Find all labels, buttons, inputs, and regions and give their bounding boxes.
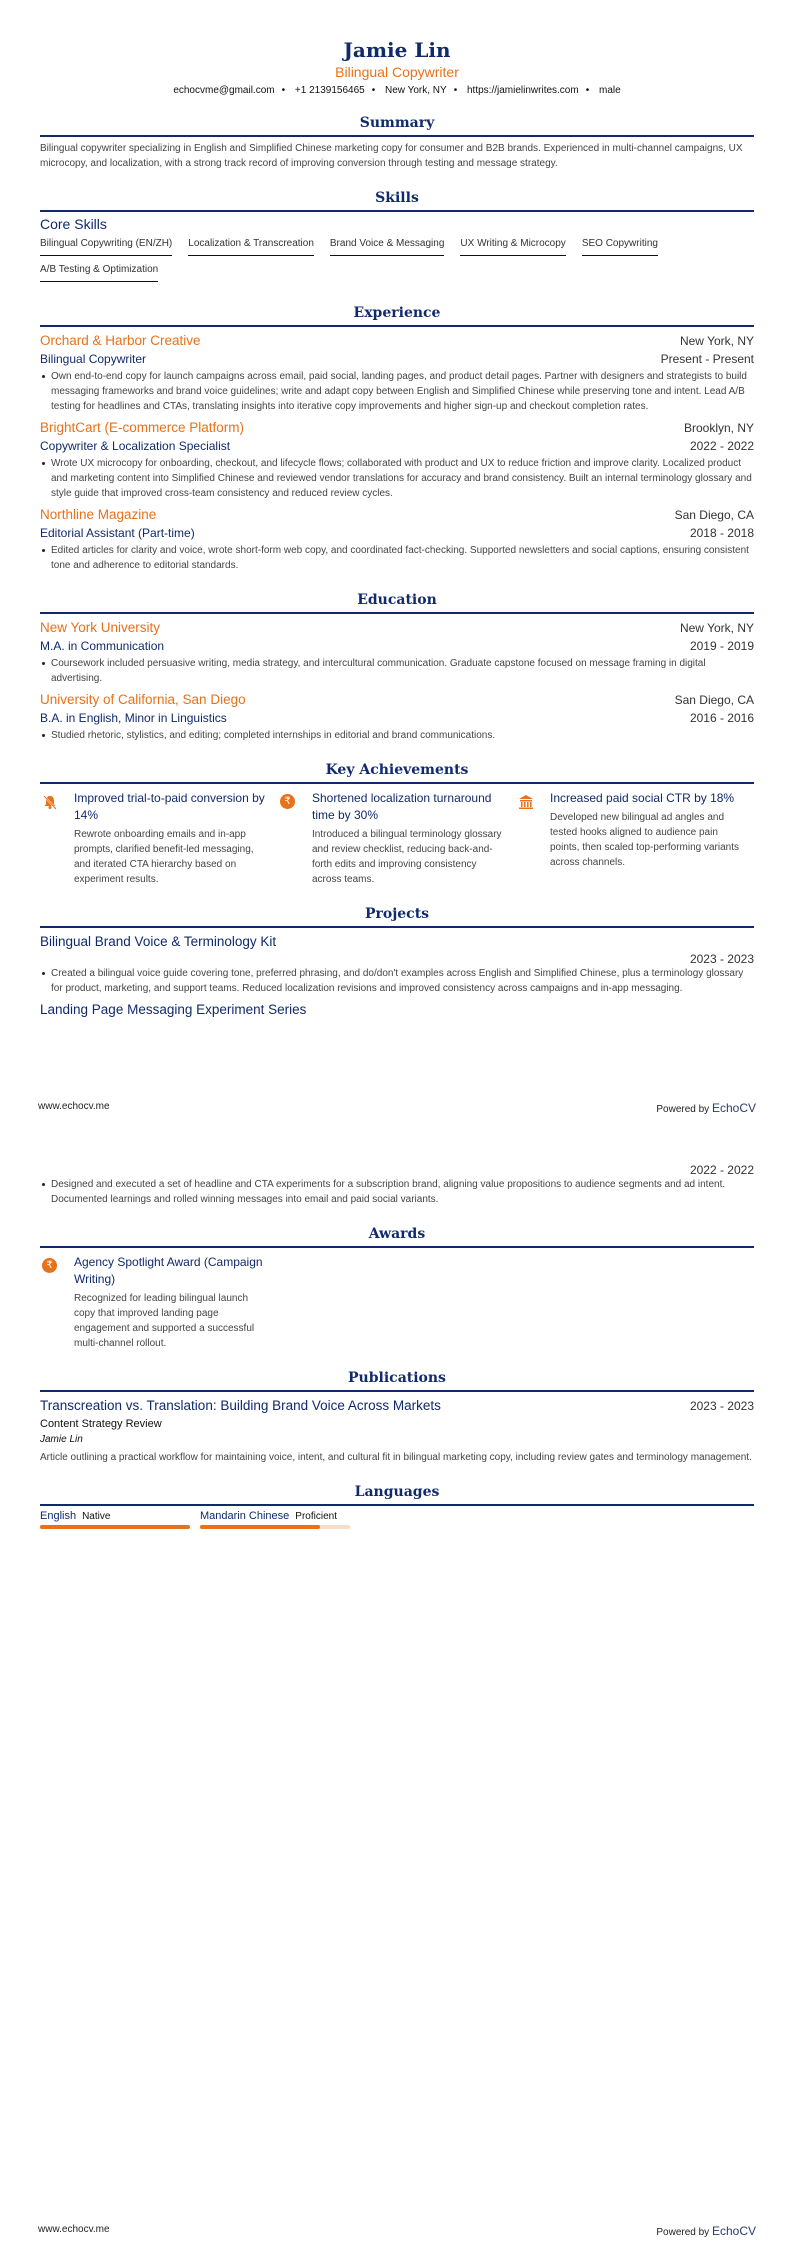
degree: M.A. in Communication [40, 639, 165, 653]
skill-tag: A/B Testing & Optimization [40, 260, 158, 282]
footer-powered-label: Powered by [656, 1104, 710, 1115]
publication-author: Jamie Lin [40, 1434, 83, 1445]
candidate-title: Bilingual Copywriter [335, 64, 459, 80]
company-name: Northline Magazine [40, 507, 157, 522]
school-location: San Diego, CA [674, 693, 754, 707]
project-bullet: Created a bilingual voice guide covering tone, preferred phrasing, and do/don't examples across English and Simplified Chinese, plus a terminology glossary for product, marketing, and support teams. Reduced localization revisions and improved consistency across campaigns and in-app messaging. [40, 966, 754, 996]
contact-phone: +1 2139156465 [294, 85, 365, 96]
job-dates: 2022 - 2022 [689, 439, 754, 453]
job-location: New York, NY [679, 334, 754, 348]
rupee-coin-icon: ₹ [40, 1254, 74, 1351]
language-proficiency-fill [40, 1525, 190, 1529]
company-name: BrightCart (E-commerce Platform) [40, 420, 245, 435]
skills-group-title: Core Skills [40, 216, 107, 232]
skill-tag: SEO Copywriting [582, 234, 658, 256]
job-bullet: Own end-to-end copy for launch campaigns across email, paid social, landing pages, and product detail pages. Partner with designers and strategists to build messaging frameworks and brand voice guidelines; write and adapt copy between English and Simplified Chinese while preserving tone and intent. Lead A/B testing for headlines and CTAs, translating insights into iterative copy improvements and higher sign-up and checkout completion rates. [40, 369, 754, 414]
education-bullet: Coursework included persuasive writing, media strategy, and intercultural communication. Graduate capstone focused on message framing in digital advertising. [40, 656, 754, 686]
job-dates: 2018 - 2018 [689, 526, 754, 540]
page-footer [38, 1101, 756, 1115]
resume-page-2 [0, 1123, 794, 2246]
languages-list [40, 1510, 754, 1529]
skill-tag: Localization & Transcreation [188, 234, 314, 256]
publication-desc: Article outlining a practical workflow for maintaining voice, intent, and cultural fit in bilingual marketing copy, including review gates and terminology management. [40, 1452, 752, 1463]
project-bullet: Designed and executed a set of headline and CTA experiments for a subscription brand, aligning value propositions to audience segments and ad intent. Documented learnings and rolled winning messages into email and paid social variants. [40, 1177, 754, 1207]
education-entry [40, 690, 754, 743]
summary-heading: Summary [40, 114, 754, 137]
achievement-desc: Developed new bilingual ad angles and tested hooks aligned to audience pain points, then scaled top-performing variants across channels. [550, 812, 739, 868]
skill-tag: UX Writing & Microcopy [460, 234, 565, 256]
project-entry-continued [40, 1163, 754, 1207]
footer-site-link[interactable]: www.echocv.me [38, 1101, 110, 1112]
education-entry [40, 618, 754, 686]
footer-powered-label: Powered by [656, 2227, 710, 2238]
page-footer [38, 2224, 756, 2238]
experience-entry [40, 418, 754, 501]
achievement-item [40, 790, 278, 887]
job-location: San Diego, CA [674, 508, 754, 522]
degree: B.A. in English, Minor in Linguistics [40, 711, 227, 725]
achievement-item [516, 790, 754, 887]
language-item [40, 1510, 190, 1529]
language-name: English [40, 1510, 77, 1522]
achievement-title: Shortened localization turnaround time by 30% [312, 791, 492, 822]
bell-slash-icon [40, 790, 74, 887]
achievements-list [40, 790, 754, 887]
achievement-desc: Rewrote onboarding emails and in-app prompts, clarified benefit-led messaging, and iterated CTA hierarchy based on experiment results. [74, 829, 254, 885]
skill-tag: Bilingual Copywriting (EN/ZH) [40, 234, 172, 256]
summary-text: Bilingual copywriter specializing in English and Simplified Chinese marketing copy for consumer and B2B brands. Experienced in multi-channel campaigns, UX microcopy, and localization, with a strong track record of improving conversion through testing and message strategy. [40, 143, 743, 169]
skill-tag: Brand Voice & Messaging [330, 234, 445, 256]
publication-dates: 2023 - 2023 [689, 1399, 754, 1413]
candidate-name: Jamie Lin [343, 38, 451, 62]
company-name: Orchard & Harbor Creative [40, 333, 201, 348]
publication-entry [40, 1396, 754, 1465]
achievements-heading: Key Achievements [40, 761, 754, 784]
education-dates: 2016 - 2016 [689, 711, 754, 725]
job-dates: Present - Present [660, 352, 754, 366]
achievement-title: Increased paid social CTR by 18% [550, 791, 735, 805]
job-role: Editorial Assistant (Part-time) [40, 526, 195, 540]
job-location: Brooklyn, NY [683, 421, 754, 435]
school-name: University of California, San Diego [40, 692, 246, 707]
experience-entry [40, 505, 754, 573]
footer-brand[interactable]: EchoCV [711, 1101, 756, 1115]
achievement-item [278, 790, 516, 887]
job-role: Copywriter & Localization Specialist [40, 439, 231, 453]
award-desc: Recognized for leading bilingual launch copy that improved landing page engagement and supported a successful multi-channel rollout. [74, 1293, 255, 1349]
job-bullet: Wrote UX microcopy for onboarding, checkout, and lifecycle flows; collaborated with product and UX to reduce friction and improve clarity. Localized product and marketing content into Simplified Chinese and reviewed vendor translations for accuracy and brand consistency. Built an internal terminology glossary and style guide that improved cross-team consistency and reduced review cycles. [40, 456, 754, 501]
footer-site-link[interactable]: www.echocv.me [38, 2224, 110, 2235]
award-item [40, 1254, 278, 1351]
footer-brand[interactable]: EchoCV [711, 2224, 756, 2238]
job-bullet: Edited articles for clarity and voice, wrote short-form web copy, and coordinated fact-checking. Supported newsletters and social captions, ensuring consistent tone and adherence to editorial standards. [40, 543, 754, 573]
publication-publisher: Content Strategy Review [40, 1418, 162, 1430]
contact-line: echocvme@gmail.com • +1 2139156465 • New York, NY • https://jamielinwrites.com • male [173, 85, 621, 96]
language-proficiency-bar [200, 1525, 350, 1529]
awards-heading: Awards [40, 1225, 754, 1248]
project-dates: 2022 - 2022 [689, 1163, 754, 1177]
language-level: Native [82, 1511, 111, 1522]
experience-entry [40, 331, 754, 414]
achievement-title: Improved trial-to-paid conversion by 14% [74, 791, 265, 822]
contact-location: New York, NY [385, 85, 447, 96]
languages-heading: Languages [40, 1483, 754, 1506]
language-level: Proficient [295, 1511, 337, 1522]
project-dates: 2023 - 2023 [689, 952, 754, 966]
education-bullet: Studied rhetoric, stylistics, and editing; completed internships in editorial and brand communications. [40, 728, 754, 743]
project-title: Landing Page Messaging Experiment Series [40, 1002, 307, 1017]
award-title: Agency Spotlight Award (Campaign Writing) [74, 1255, 263, 1286]
publications-heading: Publications [40, 1369, 754, 1392]
language-name: Mandarin Chinese [200, 1510, 290, 1522]
language-proficiency-bar [40, 1525, 190, 1529]
project-title: Bilingual Brand Voice & Terminology Kit [40, 934, 277, 949]
projects-heading: Projects [40, 905, 754, 928]
contact-email[interactable]: echocvme@gmail.com [173, 85, 275, 96]
skills-list [40, 234, 754, 286]
awards-list [40, 1254, 754, 1351]
skills-heading: Skills [40, 189, 754, 212]
project-entry [40, 932, 754, 996]
rupee-coin-icon: ₹ [278, 790, 312, 887]
language-item [200, 1510, 350, 1529]
education-heading: Education [40, 591, 754, 614]
experience-heading: Experience [40, 304, 754, 327]
contact-website[interactable]: https://jamielinwrites.com [467, 85, 579, 96]
bank-icon [516, 790, 550, 887]
education-dates: 2019 - 2019 [689, 639, 754, 653]
school-location: New York, NY [679, 621, 754, 635]
school-name: New York University [40, 620, 161, 635]
language-proficiency-fill [200, 1525, 320, 1529]
achievement-desc: Introduced a bilingual terminology glossary and review checklist, reducing back-and-forth edits and improving consistency across teams. [312, 829, 502, 885]
job-role: Bilingual Copywriter [40, 352, 147, 366]
contact-gender: male [599, 85, 621, 96]
publication-title: Transcreation vs. Translation: Building Brand Voice Across Markets [40, 1398, 441, 1413]
